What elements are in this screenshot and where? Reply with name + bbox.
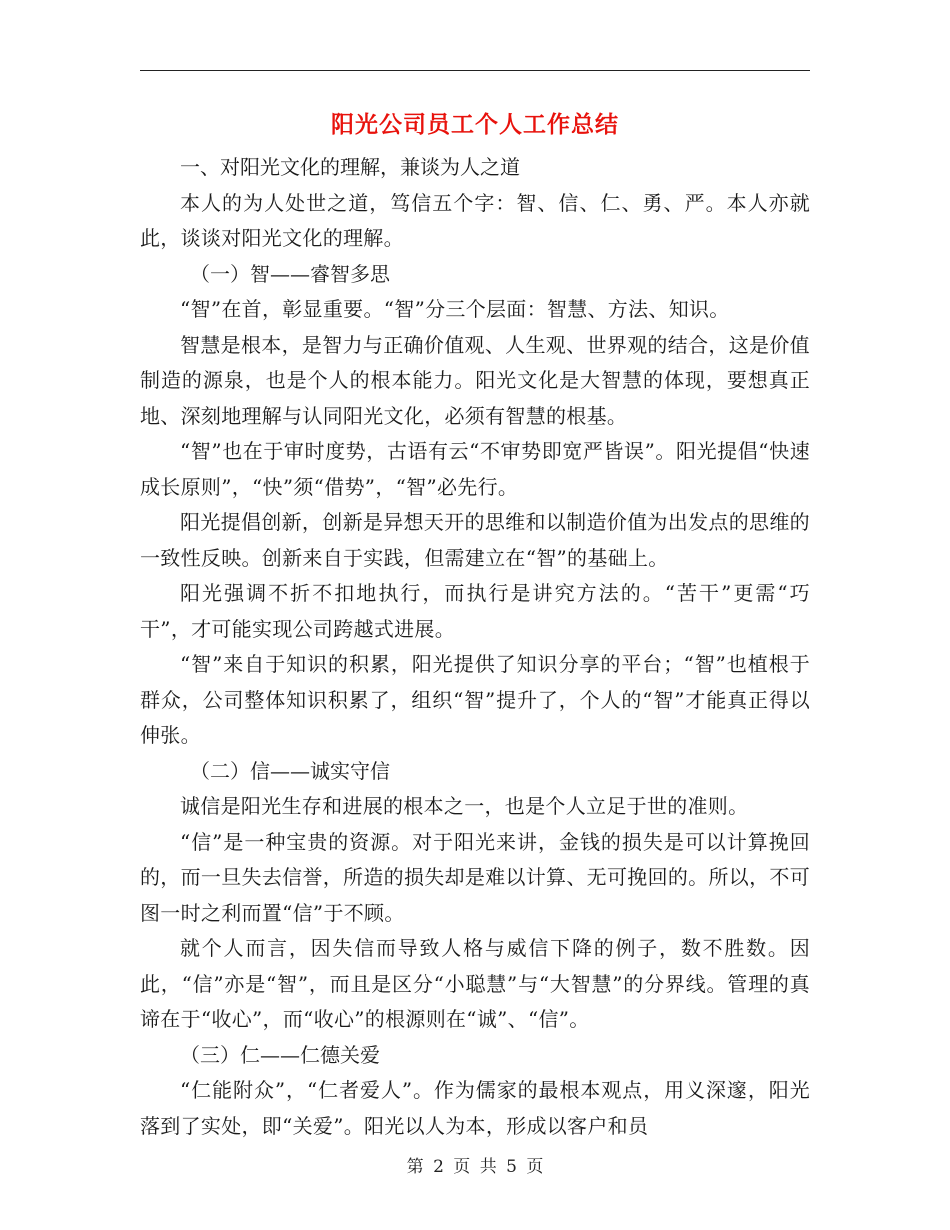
paragraph: 阳光提倡创新，创新是异想天开的思维和以制造价值为出发点的思维的一致性反映。创新来自于实践，但需建立在“智”的基础上。 [140,510,810,570]
paragraph: “智”也在于审时度势，古语有云“不审势即宽严皆误”。阳光提倡“快速成长原则”，“快”须“借势”，“智”必先行。 [140,439,810,499]
paragraph: 就个人而言，因失信而导致人格与威信下降的例子，数不胜数。因此，“信”亦是“智”，而且是区分“小聪慧”与“大智慧”的分界线。管理的真谛在于“收心”，而“收心”的根源则在“诚”、“信”。 [140,936,810,1031]
paragraph: “仁能附众”，“仁者爱人”。作为儒家的最根本观点，用义深邃，阳光落到了实处，即“关爱”。阳光以人为本，形成以客户和员 [140,1078,810,1138]
document-body [140,150,810,1144]
document-title: 阳光公司员工个人工作总结 [331,112,619,138]
paragraph: 阳光强调不折不扣地执行，而执行是讲究方法的。“苦干”更需“巧干”，才可能实现公司跨越式进展。 [140,581,810,641]
section-heading-1: 一、对阳光文化的理解，兼谈为人之道 [180,155,520,179]
paragraph: “信”是一种宝贵的资源。对于阳光来讲，金钱的损失是可以计算挽回的，而一旦失去信誉，所造的损失却是难以计算、无可挽回的。所以，不可图一时之利而置“信”于不顾。 [140,829,810,925]
header-rule [140,70,810,71]
paragraph: 智慧是根本，是智力与正确价值观、人生观、世界观的结合，这是价值制造的源泉，也是个人的根本能力。阳光文化是大智慧的体现，要想真正地、深刻地理解与认同阳光文化，必须有智慧的根基。 [140,332,810,428]
paragraph: “智”来自于知识的积累，阳光提供了知识分享的平台；“智”也植根于群众，公司整体知识积累了，组织“智”提升了，个人的“智”才能真正得以伸张。 [140,652,810,747]
subsection-heading-ren: （三）仁——仁德关爱 [180,1042,380,1067]
subsection-heading-xin: （二）信——诚实守信 [190,758,390,783]
paragraph: 诚信是阳光生存和进展的根本之一，也是个人立足于世的准则。 [180,794,749,818]
paragraph: 本人的为人处世之道，笃信五个字：智、信、仁、勇、严。本人亦就此，谈谈对阳光文化的理解。 [140,190,810,250]
subsection-heading-zhi: （一）智——睿智多思 [190,261,390,286]
page-number: 第 2 页 共 5 页 [406,1157,544,1177]
paragraph: “智”在首，彰显重要。“智”分三个层面：智慧、方法、知识。 [180,297,730,321]
